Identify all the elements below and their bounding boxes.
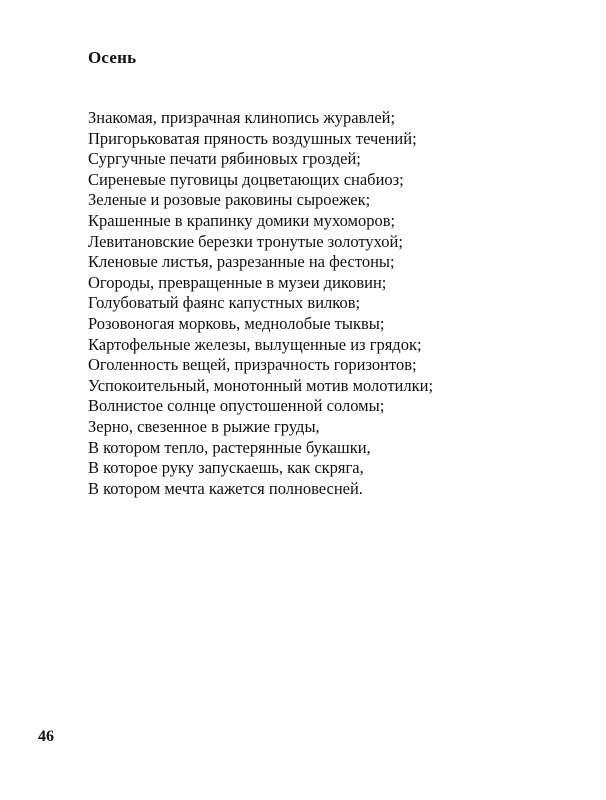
poem-line: В котором тепло, растерянные букашки,	[88, 437, 371, 457]
poem-line: Пригорьковатая пряность воздушных течений;	[88, 128, 417, 148]
poem-line: Волнистое солнце опустошенной соломы;	[88, 396, 385, 416]
poem-line: В котором мечта кажется полновесней.	[88, 478, 363, 498]
poem-line: Зерно, свезенное в рыжие груды,	[88, 416, 320, 436]
poem-line: Розовоногая морковь, меднолобые тыквы;	[88, 313, 385, 333]
poem-line: Успокоительный, монотонный мотив молотилки;	[88, 375, 434, 395]
poem-line: Знакомая, призрачная клинопись журавлей;	[88, 108, 396, 127]
poem-line: Крашенные в крапинку домики мухоморов;	[88, 210, 396, 230]
poem-line: Оголенность вещей, призрачность горизонтов;	[88, 355, 417, 375]
poem-body	[88, 108, 433, 499]
poem-line: Голубоватый фаянс капустных вилков;	[88, 293, 361, 313]
poem-title: Осень	[88, 48, 137, 67]
poem-line: Кленовые листья, разрезанные на фестоны;	[88, 252, 395, 272]
poem-line: В которое руку запускаешь, как скряга,	[88, 458, 364, 478]
poem-line: Сургучные печати рябиновых гроздей;	[88, 149, 361, 169]
poem-line: Зеленые и розовые раковины сыроежек;	[88, 190, 371, 210]
poem-line: Сиреневые пуговицы доцветающих снабиоз;	[88, 169, 404, 189]
poem-line: Огороды, превращенные в музеи диковин;	[88, 272, 387, 292]
page-number: 46	[38, 728, 54, 745]
poem-line: Левитановские березки тронутые золотухой;	[88, 231, 403, 251]
poem-line: Картофельные железы, вылущенные из грядок;	[88, 334, 422, 354]
